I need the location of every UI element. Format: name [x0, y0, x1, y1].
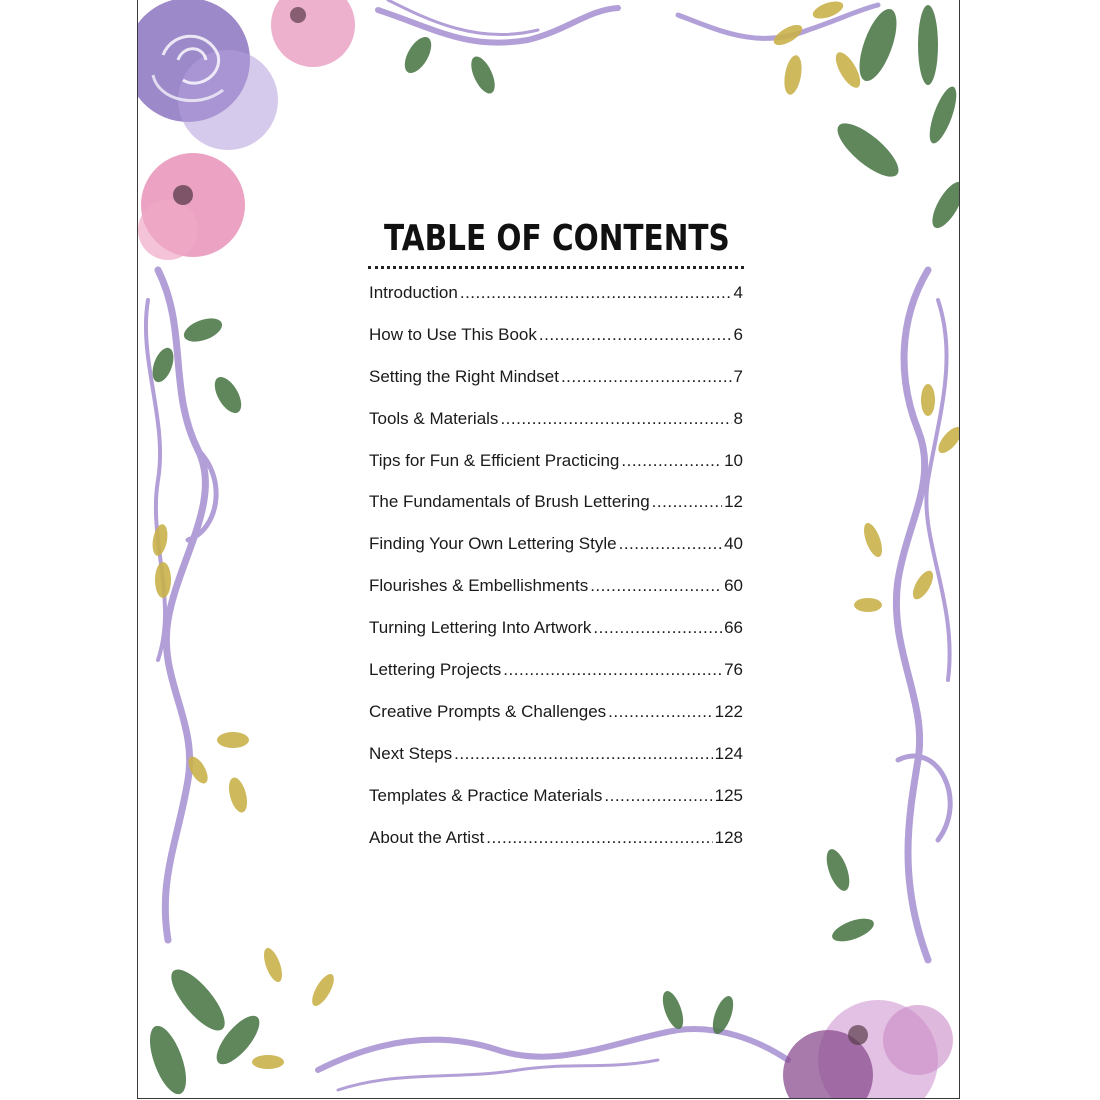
toc-entry [369, 534, 743, 576]
toc-entry-page-number: 7 [733, 366, 743, 386]
toc-entry-page-number: 6 [733, 324, 743, 344]
toc-entry [369, 786, 743, 828]
page-title: TABLE OF CONTENTS [384, 217, 730, 259]
toc-entry [369, 660, 743, 702]
toc-entry-page-number: 128 [714, 827, 743, 847]
toc-entry-title: Tools & Materials [369, 408, 499, 428]
toc-entry [369, 451, 743, 493]
toc-entry-title: Next Steps [369, 743, 453, 763]
toc-entry [369, 409, 743, 451]
toc-entry [369, 283, 743, 325]
toc-entry-title: Turning Lettering Into Artwork [369, 618, 592, 638]
dotted-divider [368, 266, 744, 269]
rose-flower-top-left [138, 0, 278, 150]
toc-entry-page-number: 12 [724, 492, 743, 512]
toc-entry-page-number: 76 [724, 660, 743, 680]
toc-entry [369, 576, 743, 618]
toc-dot-leader [454, 744, 712, 764]
toc-entry-title: Setting the Right Mindset [369, 366, 559, 386]
toc-entry-page-number: 10 [724, 450, 743, 470]
toc-entry [369, 492, 743, 534]
toc-entry-title: Creative Prompts & Challenges [369, 701, 607, 721]
toc-entry-title: About the Artist [369, 827, 485, 847]
toc-entry [369, 325, 743, 367]
toc-entry-page-number: 66 [724, 618, 743, 638]
toc-entry-page-number: 60 [724, 576, 743, 596]
toc-dot-leader [619, 534, 722, 554]
toc-entry [369, 702, 743, 744]
toc-dot-leader [621, 451, 722, 471]
toc-entry-title: The Fundamentals of Brush Lettering [369, 492, 650, 512]
toc-entry-title: Templates & Practice Materials [369, 785, 603, 805]
pink-flower-top [271, 0, 355, 67]
toc-entry [369, 618, 743, 660]
toc-entry-page-number: 40 [724, 534, 743, 554]
title-row [368, 210, 746, 266]
toc-dot-leader [460, 283, 732, 303]
toc-entry-title: Flourishes & Embellishments [369, 576, 589, 596]
toc-entry-page-number: 8 [733, 408, 743, 428]
toc-dot-leader [590, 576, 722, 596]
toc-dot-leader [486, 828, 712, 848]
pink-flower-left [138, 153, 245, 260]
toc-entry-title: Finding Your Own Lettering Style [369, 534, 617, 554]
toc-entry-title: How to Use This Book [369, 324, 537, 344]
table-of-contents-list [369, 283, 743, 869]
toc-entry-page-number: 124 [714, 743, 743, 763]
toc-entry [369, 828, 743, 870]
toc-entry-page-number: 4 [733, 283, 743, 302]
toc-dot-leader [561, 367, 732, 387]
toc-dot-leader [604, 786, 712, 806]
toc-entry-page-number: 122 [714, 701, 743, 721]
toc-dot-leader [539, 325, 732, 345]
flower-bottom-right [783, 1000, 953, 1099]
toc-entry-title: Tips for Fun & Efficient Practicing [369, 450, 620, 470]
toc-dot-leader [500, 409, 731, 429]
toc-dot-leader [593, 618, 722, 638]
toc-entry [369, 744, 743, 786]
toc-entry-title: Introduction [369, 283, 458, 302]
toc-entry-page-number: 125 [714, 785, 743, 805]
toc-entry [369, 367, 743, 409]
toc-dot-leader [608, 702, 712, 722]
toc-dot-leader [652, 492, 722, 512]
toc-entry-title: Lettering Projects [369, 660, 502, 680]
book-page [137, 0, 960, 1099]
toc-dot-leader [503, 660, 722, 680]
